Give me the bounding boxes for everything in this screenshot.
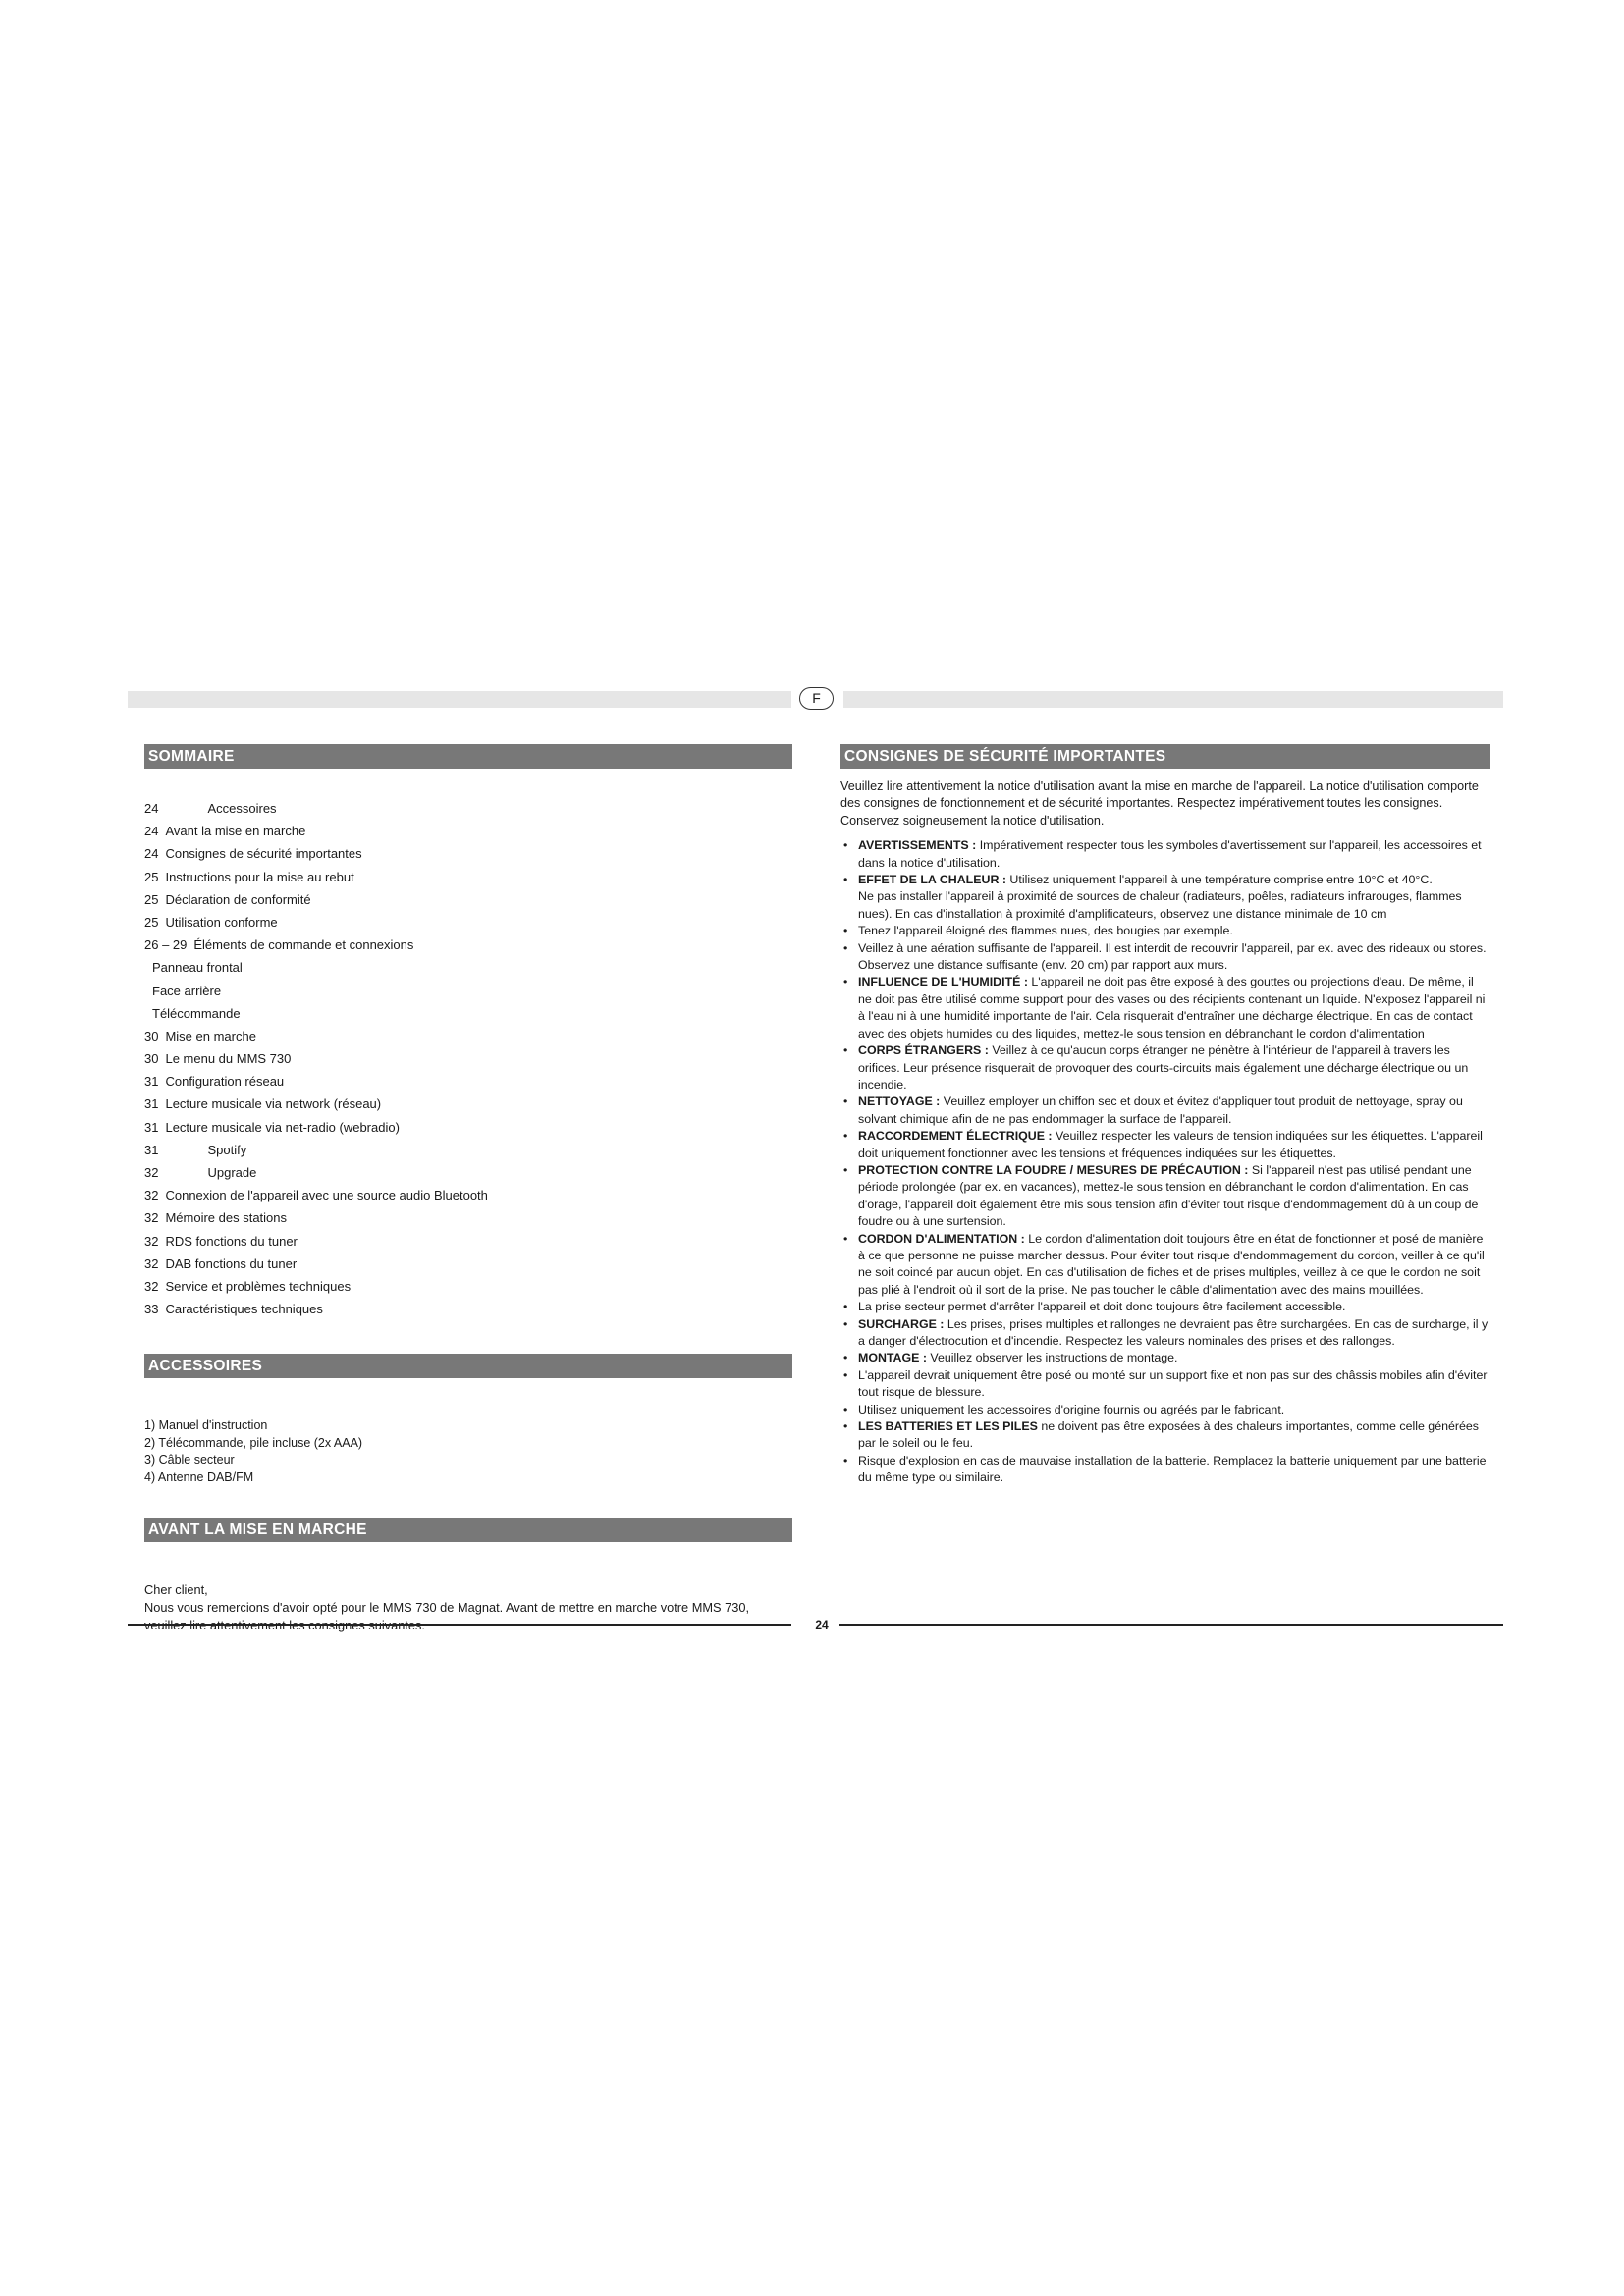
safety-keyword: AVERTISSEMENTS : [858, 838, 977, 853]
safety-extra: Ne pas installer l'appareil à proximité de sources de chaleur (radiateurs, poêles, radiateurs infrarouges, flammes nues). En cas d'installation à proximité d'amplificateurs, observez une distance minimale de 10 cm [858, 889, 1462, 921]
toc-label: Mémoire des stations [165, 1210, 288, 1226]
toc-item [144, 1002, 792, 1025]
toc-page: 32 [144, 1210, 159, 1226]
accessory-item: 3) Câble secteur [144, 1453, 235, 1468]
toc-label: Service et problèmes techniques [165, 1278, 352, 1294]
safety-text: Utilisez uniquement les accessoires d'origine fournis ou agréés par le fabricant. [858, 1402, 1285, 1416]
safety-item [840, 872, 1490, 923]
safety-text: Veuillez observer les instructions de montage. [926, 1351, 1178, 1365]
toc-page: 30 [144, 1028, 159, 1043]
toc-item [144, 1070, 792, 1093]
toc-label: Panneau frontal [152, 960, 243, 976]
toc-page: 32 [144, 1165, 159, 1180]
avant-paragraph [144, 1581, 792, 1633]
safety-item [840, 1128, 1490, 1162]
safety-item [840, 1350, 1490, 1366]
sommaire-heading: SOMMAIRE [144, 744, 792, 769]
safety-text: Veuillez respecter les valeurs de tension indiquées sur les étiquettes. L'appareil doit uniquement fonctionner avec les tensions et fréquences indiquées sur les étiquettes. [858, 1129, 1483, 1160]
safety-keyword: RACCORDEMENT ÉLECTRIQUE : [858, 1129, 1053, 1144]
toc-label: Accessoires [207, 801, 277, 816]
toc-page: 31 [144, 1119, 159, 1135]
safety-item [840, 1162, 1490, 1231]
safety-text: Risque d'explosion en cas de mauvaise installation de la batterie. Remplacez la batterie uniquement par une batterie du même type ou similaire. [858, 1453, 1487, 1485]
safety-item [840, 1231, 1490, 1300]
safety-item [840, 940, 1490, 975]
toc-label: Lecture musicale via net-radio (webradio) [165, 1119, 400, 1135]
toc-page: 25 [144, 891, 159, 907]
page-number: 24 [815, 1618, 829, 1631]
safety-text: Veillez à ce qu'aucun corps étranger ne pénètre à l'intérieur de l'appareil à travers les orifices. Leur présence risquerait de provoquer des courts-circuits mais également une décharge électrique ou un incendie. [858, 1043, 1469, 1092]
footer-rule-left [128, 1624, 791, 1626]
safety-keyword: CORPS ÉTRANGERS : [858, 1043, 989, 1058]
safety-keyword: EFFET DE LA CHALEUR : [858, 873, 1006, 887]
toc-label: Déclaration de conformité [165, 891, 311, 907]
accessory-item: 2) Télécommande, pile incluse (2x AAA) [144, 1435, 363, 1450]
toc-label: Mise en marche [165, 1028, 256, 1043]
toc-label: Connexion de l'appareil avec une source audio Bluetooth [165, 1188, 488, 1203]
toc-item [144, 1298, 792, 1320]
safety-text: L'appareil ne doit pas être exposé à des gouttes ou projections d'eau. De même, il ne doit pas être utilisé comme support pour des vases ou des récipients contenant un liquide. N'exposez l'appareil ni à l'eau ni à une humidité importante de l'air. Cela risquerait d'entraîner une décharge électrique. En cas de contact avec des objets humides ou des liquides, mettez-le sous tension en débranchant le cordon d'alimentation [858, 975, 1486, 1041]
toc-page: 24 [144, 801, 159, 816]
toc-item [144, 1139, 792, 1161]
toc-page: 32 [144, 1255, 159, 1271]
safety-text: Le cordon d'alimentation doit toujours être en état de fonctionner et posé de manière à ce que personne ne puisse marcher dessus. Pour éviter tout risque d'endommagement du cordon, veiller à ce qu'il ne soit coincé par aucun objet. En cas d'utilisation de fiches et de prises multiples, veillez à ce que le cordon ne soit pas plié à l'endroit où il sort de la prise. Ne pas toucher le câble d'alimentation avec des mains mouillées. [858, 1231, 1485, 1297]
toc-page: 24 [144, 846, 159, 862]
header-bar-left [128, 691, 791, 708]
toc-item [144, 1093, 792, 1115]
safety-keyword: LES BATTERIES ET LES PILES [858, 1419, 1038, 1434]
toc-label: Face arrière [152, 983, 222, 998]
safety-text: La prise secteur permet d'arrêter l'appareil et doit donc toujours être facilement accessible. [858, 1300, 1346, 1314]
toc-page: 32 [144, 1233, 159, 1249]
toc-page: 32 [144, 1188, 159, 1203]
safety-item [840, 1367, 1490, 1402]
toc-item [144, 842, 792, 865]
safety-text: Si l'appareil n'est pas utilisé pendant une période prolongée (par ex. en vacances), mettez-le sous tension en débranchant le cordon d'alimentation. En cas d'orage, l'appareil doit également être mis sous tension afin d'éviter tout risque d'endommagement dû à un coup de foudre ou à une surtension. [858, 1162, 1479, 1229]
safety-list [840, 837, 1490, 1486]
consignes-intro: Veuillez lire attentivement la notice d'utilisation avant la mise en marche de l'appareil. La notice d'utilisation comporte des consignes de fonctionnement et de sécurité importantes. Respectez impérativement toutes les consignes. Conservez soigneusement la notice d'utilisation. [840, 779, 1479, 828]
toc-item [144, 1047, 792, 1070]
safety-item [840, 923, 1490, 939]
safety-keyword: MONTAGE : [858, 1351, 927, 1365]
toc-item [144, 1275, 792, 1298]
safety-keyword: INFLUENCE DE L'HUMIDITÉ : [858, 975, 1028, 989]
toc-item [144, 1206, 792, 1229]
toc-item [144, 1253, 792, 1275]
safety-text: ne doivent pas être exposées à des chaleurs importantes, comme celle générées par le soleil ou le feu. [858, 1419, 1479, 1451]
safety-text: L'appareil devrait uniquement être posé ou monté sur un support fixe et non pas sur des châssis mobiles afin d'éviter tout risque de blessure. [858, 1367, 1488, 1400]
accessory-item: 1) Manuel d'instruction [144, 1418, 268, 1433]
right-column [840, 744, 1490, 1487]
toc-label: Caractéristiques techniques [165, 1302, 323, 1317]
toc-page: 32 [144, 1278, 159, 1294]
accessoires-heading: ACCESSOIRES [144, 1354, 792, 1378]
safety-text: Veillez à une aération suffisante de l'appareil. Il est interdit de recouvrir l'appareil, par ex. avec des rideaux ou stores. Observez une distance suffisante (env. 20 cm) par rapport aux murs. [858, 940, 1487, 973]
safety-item [840, 1042, 1490, 1094]
safety-text: Les prises, prises multiples et rallonges ne devraient pas être surchargées. En cas de surcharge, il y a danger d'électrocution et d'incendie. Respectez les valeurs nominales des prises et des rallonges. [858, 1316, 1489, 1348]
toc-page: 24 [144, 824, 159, 839]
toc-label: RDS fonctions du tuner [165, 1233, 298, 1249]
toc-item [144, 1025, 792, 1047]
toc-item [144, 1116, 792, 1139]
safety-item [840, 1316, 1490, 1351]
toc-page: 33 [144, 1302, 159, 1317]
toc-label: Avant la mise en marche [165, 824, 306, 839]
safety-keyword: SURCHARGE : [858, 1316, 945, 1331]
toc-item [144, 1184, 792, 1206]
toc-label: Instructions pour la mise au rebut [165, 869, 354, 884]
avant-body: Nous vous remercions d'avoir opté pour le MMS 730 de Magnat. Avant de mettre en marche votre MMS 730, [144, 1600, 750, 1616]
left-column [144, 744, 792, 1634]
avant-heading: AVANT LA MISE EN MARCHE [144, 1518, 792, 1542]
toc-page: 31 [144, 1142, 159, 1157]
footer-rule-right [839, 1624, 1503, 1626]
greeting: Cher client, [144, 1582, 208, 1598]
safety-item [840, 837, 1490, 872]
safety-text: Utilisez uniquement l'appareil à une température comprise entre 10°C et 40°C. [1005, 873, 1433, 887]
safety-keyword: CORDON D'ALIMENTATION : [858, 1231, 1025, 1246]
toc-item [144, 820, 792, 842]
toc-item [144, 911, 792, 934]
safety-text: Tenez l'appareil éloigné des flammes nues, des bougies par exemple. [858, 924, 1233, 938]
accessories-list [144, 1417, 792, 1486]
toc-item [144, 866, 792, 888]
safety-keyword: PROTECTION CONTRE LA FOUDRE / MESURES DE PRÉCAUTION : [858, 1162, 1249, 1177]
toc-item [144, 888, 792, 911]
accessory-item: 4) Antenne DAB/FM [144, 1469, 254, 1484]
toc-label: Upgrade [207, 1165, 257, 1180]
safety-item [840, 1453, 1490, 1487]
safety-item [840, 1299, 1490, 1315]
safety-item [840, 1094, 1490, 1128]
toc-label: Le menu du MMS 730 [165, 1051, 292, 1067]
safety-text: Impérativement respecter tous les symboles d'avertissement sur l'appareil, les accessoires et dans la notice d'utilisation. [858, 838, 1482, 870]
toc-label: DAB fonctions du tuner [165, 1255, 298, 1271]
toc-item [144, 980, 792, 1002]
toc-page: 26 – 29 [144, 937, 188, 953]
toc-page: 25 [144, 914, 159, 930]
safety-item [840, 974, 1490, 1042]
toc-page: 30 [144, 1051, 159, 1067]
safety-item [840, 1418, 1490, 1453]
toc-label: Consignes de sécurité importantes [165, 846, 362, 862]
toc-item [144, 934, 792, 956]
safety-keyword: NETTOYAGE : [858, 1095, 941, 1109]
toc-page: 25 [144, 869, 159, 884]
toc-item [144, 1230, 792, 1253]
consignes-heading: CONSIGNES DE SÉCURITÉ IMPORTANTES [840, 744, 1490, 769]
language-badge: F [799, 687, 834, 710]
toc-item [144, 956, 792, 979]
toc-label: Éléments de commande et connexions [193, 937, 414, 953]
safety-text: Veuillez employer un chiffon sec et doux et évitez d'appliquer tout produit de nettoyage, spray ou solvant chimique afin de ne pas endommager la surface de l'appareil. [858, 1095, 1463, 1126]
table-of-contents [144, 797, 792, 1320]
header-bar-right [843, 691, 1503, 708]
toc-label: Utilisation conforme [165, 914, 278, 930]
toc-label: Configuration réseau [165, 1074, 285, 1090]
safety-item [840, 1402, 1490, 1418]
toc-page: 31 [144, 1096, 159, 1112]
toc-page: 31 [144, 1074, 159, 1090]
toc-label: Lecture musicale via network (réseau) [165, 1096, 382, 1112]
toc-label: Télécommande [152, 1005, 241, 1021]
toc-item [144, 1161, 792, 1184]
toc-item [144, 797, 792, 820]
toc-label: Spotify [207, 1142, 247, 1157]
